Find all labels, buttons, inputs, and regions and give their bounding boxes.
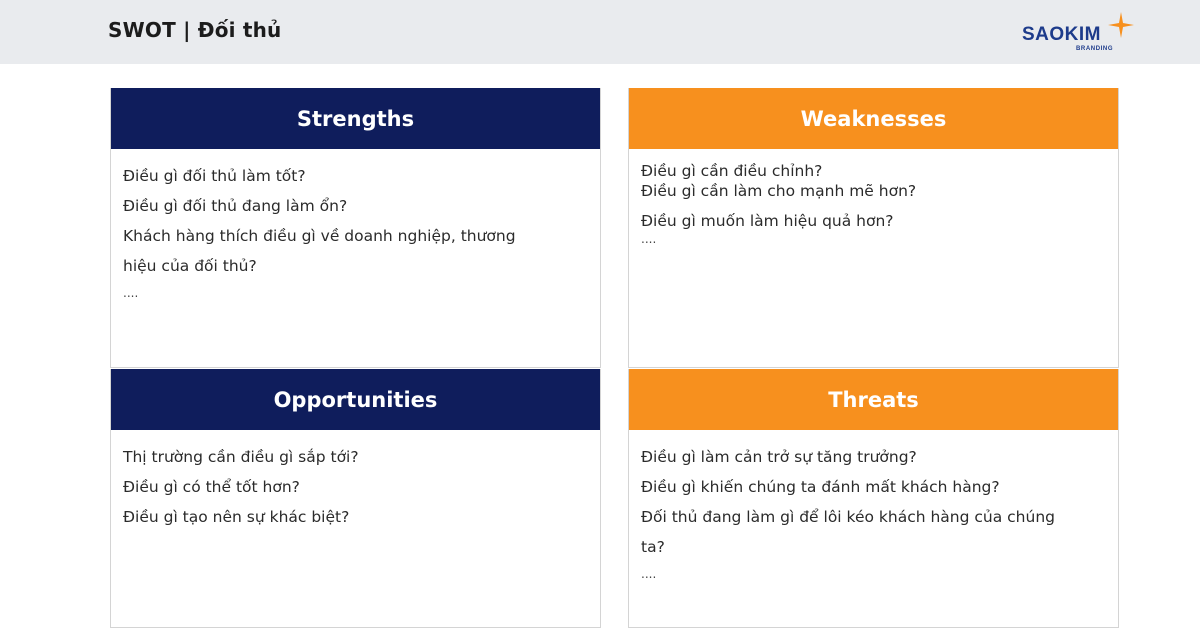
threats-line: Điều gì làm cản trở sự tăng trưởng? bbox=[641, 448, 917, 466]
logo-subtext: BRANDING bbox=[1076, 46, 1114, 52]
page-title: SWOT | Đối thủ bbox=[108, 18, 282, 42]
opportunities-line: Thị trường cần điều gì sắp tới? bbox=[123, 448, 359, 466]
weaknesses-line: Điều gì cần làm cho mạnh mẽ hơn? bbox=[641, 182, 917, 200]
strengths-box bbox=[110, 88, 601, 368]
strengths-line: hiệu của đối thủ? bbox=[123, 257, 257, 275]
weaknesses-line: Điều gì cần điều chỉnh? bbox=[641, 162, 823, 180]
star-icon bbox=[1108, 12, 1134, 38]
opportunities-body bbox=[111, 430, 600, 532]
strengths-line: Khách hàng thích điều gì về doanh nghiệp, thương bbox=[123, 227, 516, 245]
saokim-logo bbox=[1022, 12, 1142, 54]
strengths-body bbox=[111, 149, 600, 305]
threats-line: ta? bbox=[641, 538, 665, 556]
strengths-ellipsis: .... bbox=[123, 286, 139, 300]
strengths-line: Điều gì đối thủ đang làm ổn? bbox=[123, 197, 348, 215]
opportunities-line: Điều gì tạo nên sự khác biệt? bbox=[123, 508, 350, 526]
opportunities-title: Opportunities bbox=[111, 369, 600, 430]
threats-title: Threats bbox=[629, 369, 1118, 430]
logo-text: SAOKIM bbox=[1022, 24, 1101, 45]
weaknesses-box bbox=[628, 88, 1119, 368]
opportunities-box bbox=[110, 369, 601, 628]
weaknesses-title: Weaknesses bbox=[629, 88, 1118, 149]
opportunities-line: Điều gì có thể tốt hơn? bbox=[123, 478, 300, 496]
threats-body bbox=[629, 430, 1118, 586]
threats-line: Điều gì khiến chúng ta đánh mất khách hàng? bbox=[641, 478, 1000, 496]
threats-box bbox=[628, 369, 1119, 628]
weaknesses-body bbox=[629, 149, 1118, 247]
header-bar bbox=[0, 0, 1200, 64]
strengths-line: Điều gì đối thủ làm tốt? bbox=[123, 167, 306, 185]
weaknesses-line: Điều gì muốn làm hiệu quả hơn? bbox=[641, 212, 894, 230]
weaknesses-ellipsis: .... bbox=[641, 232, 657, 246]
strengths-title: Strengths bbox=[111, 88, 600, 149]
threats-ellipsis: .... bbox=[641, 567, 657, 581]
threats-line: Đối thủ đang làm gì để lôi kéo khách hàng của chúng bbox=[641, 508, 1055, 526]
